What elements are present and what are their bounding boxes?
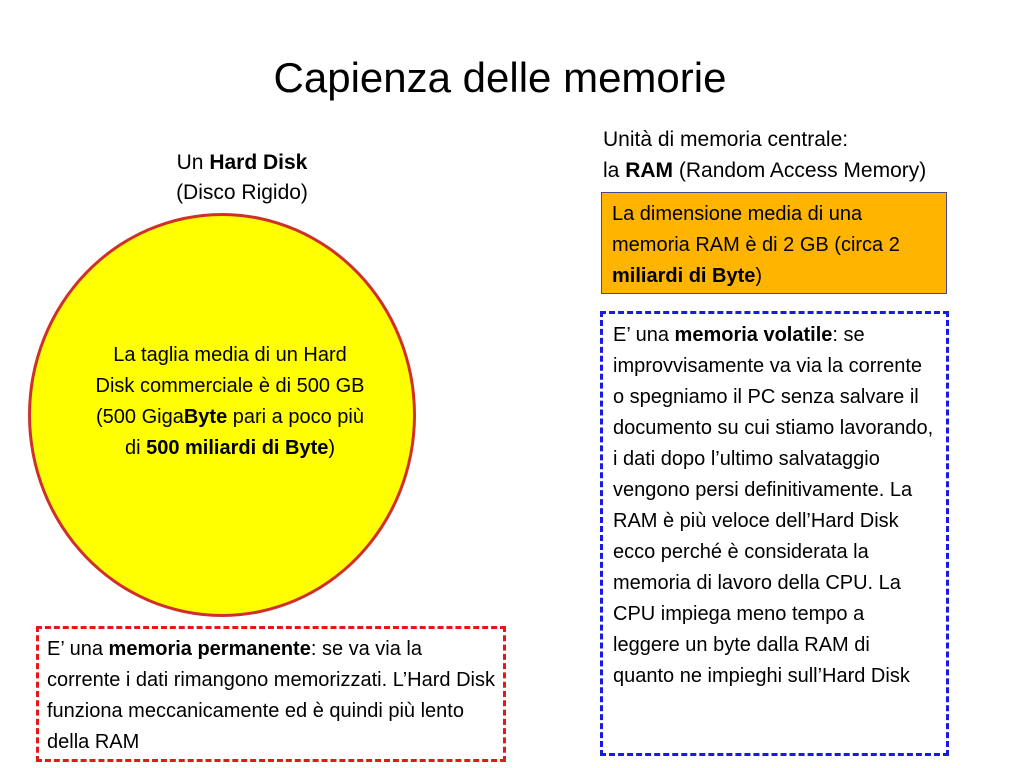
circle-text-bold1: Byte [183,406,228,428]
ram-label-line1: Unità di memoria centrale: [603,128,849,151]
ram-label-prefix: la [603,159,626,182]
permanent-memory-box [36,626,506,762]
circle-text-b: pari a poco più di [124,406,364,459]
volatile-text-b: : se improvvisamente va via la corrente o spegniamo il PC senza salvare il documento su cui stiamo lavorando, i dati dopo l’ultimo salvataggio vengono persi definitivamente. La RAM è più veloce dell’Hard Disk ecco perché è considerata la memoria di lavoro della CPU. La CPU impiega meno tempo a leggere un byte dalla RAM di quanto ne impieghi sull’Hard Disk [613,324,934,687]
hard-disk-label-prefix: Un [176,151,210,174]
permanent-text-b: : se va via la corrente i dati rimangono memorizzati. L’Hard Disk funziona meccanicamente ed è quindi più lento della RAM [47,638,495,753]
volatile-text-bold: memoria volatile [674,324,833,346]
ram-box-text-bold: miliardi di Byte [612,265,756,287]
ram-box-text-c: ) [755,265,763,287]
circle-text-a: La taglia media di un Hard Disk commerciale è di 500 GB (500 Giga [95,344,365,428]
ram-label-suffix: (Random Access Memory) [673,159,927,182]
permanent-text-bold: memoria permanente [108,638,311,660]
volatile-text-a: E’ una [613,324,675,346]
volatile-memory-box [600,311,949,756]
ram-label-bold: RAM [625,159,674,182]
hard-disk-label-bold: Hard Disk [209,151,308,174]
circle-text-bold2: 500 miliardi di Byte [146,437,329,459]
circle-text-c: ) [328,437,336,459]
slide-title: Capienza delle memorie [273,54,727,101]
hard-disk-label [140,148,344,208]
ram-size-box [601,192,947,294]
hard-disk-label-sub: (Disco Rigido) [176,181,308,204]
ram-label [603,124,983,186]
ram-box-text-a: La dimensione media di una memoria RAM è di 2 GB (circa 2 [612,203,900,256]
hard-disk-circle-text [94,340,366,464]
permanent-text-a: E’ una [47,638,109,660]
